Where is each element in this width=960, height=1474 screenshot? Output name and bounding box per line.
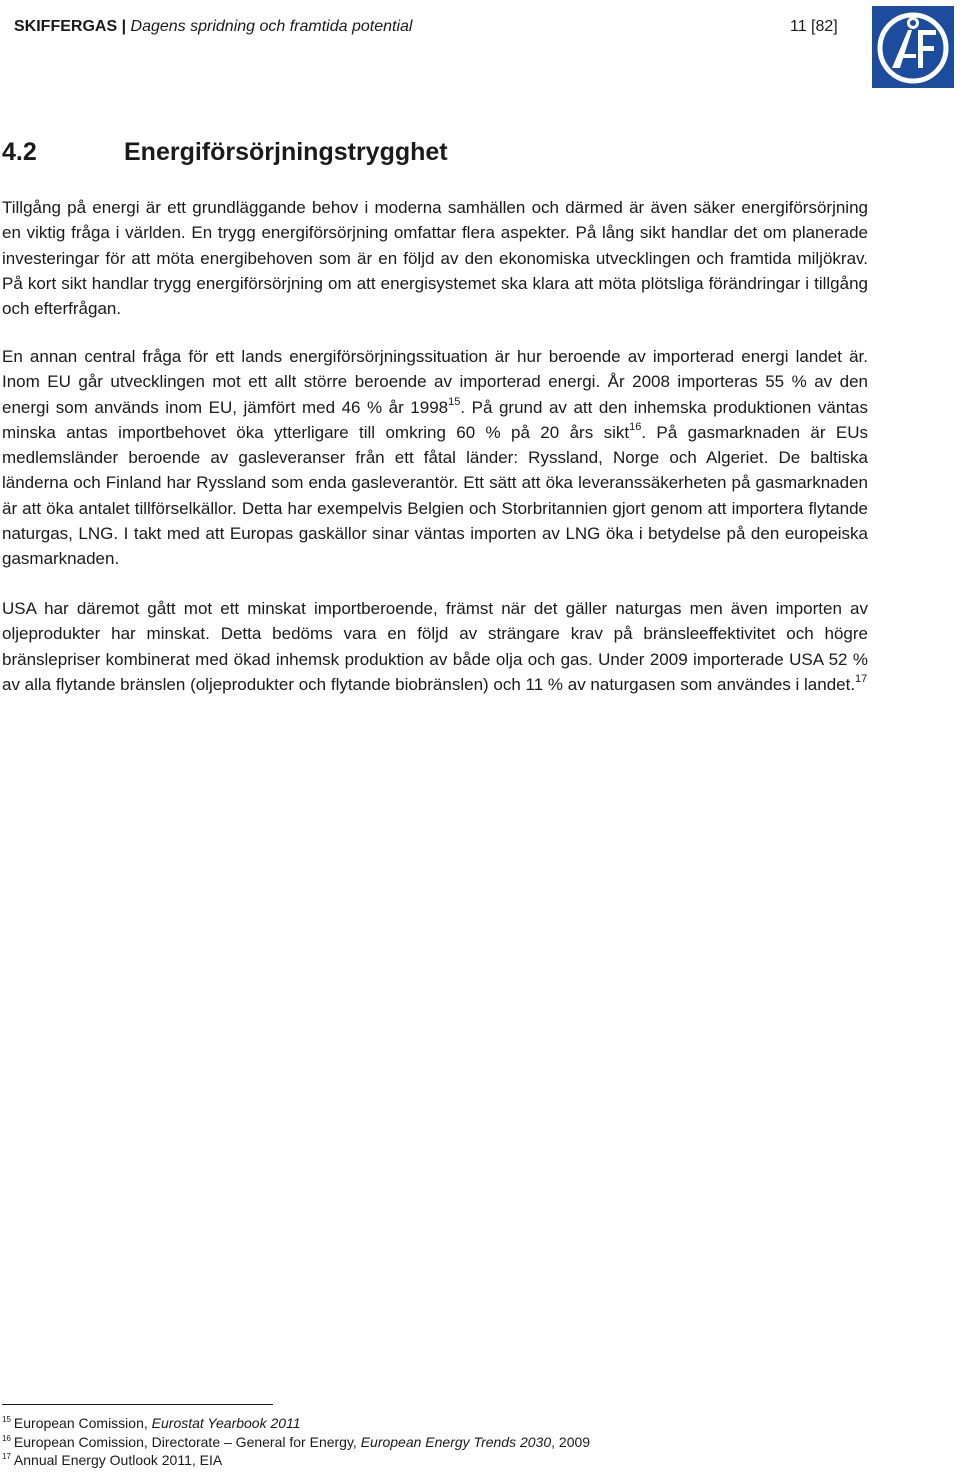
header-brand: SKIFFERGAS: [14, 18, 118, 35]
paragraph-2-text-a: En annan central fråga för ett lands energiförsörjningssituation är hur beroende av importerad energi landet är. Inom EU går utvecklingen mot ett allt större beroende av importerad energi. År 2008 importeras 55 % av den energi som används inom EU, jämfört med 46 % år 1998: [2, 347, 868, 417]
footnote-item: [2, 1451, 590, 1470]
footnote-text: European Comission, Directorate – General for Energy,: [13, 1433, 361, 1450]
footnote-ref-15[interactable]: 15: [448, 395, 461, 408]
footnote-ref-17[interactable]: 17: [855, 673, 868, 686]
afry-af-logo-icon: [872, 6, 954, 88]
footnote-text: Annual Energy Outlook 2011, EIA: [13, 1452, 223, 1468]
paragraph-1: Tillgång på energi är ett grundläggande behov i moderna samhällen och därmed är även säker energiförsörjning en viktig fråga i världen. En trygg energiförsörjning omfattar flera aspekter. På lång sikt handlar det om planerade investeringar för att möta energibehoven som är en följd av den ekonomiska utvecklingen och framtida miljökrav. På kort sikt handlar trygg energiförsörjning om att energisystemet ska klara att möta plötsliga förändringar i tillgång och efterfrågan.: [2, 198, 868, 319]
footnote-item: [2, 1414, 590, 1433]
section-title: Energiförsörjningstrygghet: [124, 138, 448, 166]
header-separator: |: [121, 18, 127, 35]
footnote-text: European Comission,: [13, 1415, 152, 1431]
page-number: 11 [82]: [790, 18, 838, 35]
footnote-ref-16[interactable]: 16: [629, 421, 642, 434]
paragraph-3: [2, 596, 868, 697]
paragraph-3-text: USA har däremot gått mot ett minskat importberoende, främst när det gäller naturgas men även importen av oljeprodukter har minskat. Detta bedöms vara en följd av strängare krav på bränsleeffektivitet och högre bränslepriser kombinerat med ökad inhemsk produktion av både olja och gas. Under 2009 importerade USA 52 % av alla flytande bränslen (oljeprodukter och flytande biobränslen) och 11 % av naturgasen som användes i landet.: [2, 599, 868, 694]
paragraph-2: [2, 344, 868, 572]
footnote-number: 16: [2, 1433, 11, 1443]
paragraph-2-text-c: . På gasmarknaden är EUs medlemsländer beroende av gasleveranser från ett fåtal länder: Ryssland, Norge och Algeriet. De baltiska länderna och Finland har Ryssland som enda gasleverantör. Ett sätt att öka leveranssäkerheten på gasmarknaden är att öka antalet tillförselkällor. Detta har exempelvis Belgien och Storbritannien gjort genom att importera flytande naturgas, LNG. I takt med att Europas gaskällor sinar väntas importen av LNG öka i betydelse på den europeiska gasmarknaden.: [2, 422, 868, 569]
footnote-tail: , 2009: [551, 1433, 591, 1450]
footnotes: [2, 1414, 590, 1470]
footnote-item: [2, 1433, 590, 1452]
footnote-number: 15: [2, 1415, 11, 1425]
paragraph-2-text-b: . På grund av att den inhemska produktionen väntas minska antas importbehovet öka ytterligare till omkring 60 % på 20 års sikt: [2, 397, 868, 442]
footnote-title: Eurostat Yearbook 2011: [151, 1415, 301, 1431]
section-heading: [2, 138, 448, 167]
section-number: 4.2: [2, 138, 37, 166]
footnote-number: 17: [2, 1452, 11, 1462]
footnote-divider: [2, 1404, 273, 1405]
footnote-title: European Energy Trends 2030: [360, 1433, 552, 1450]
header-subtitle: Dagens spridning och framtida potential: [130, 18, 413, 35]
running-header: [14, 18, 412, 40]
